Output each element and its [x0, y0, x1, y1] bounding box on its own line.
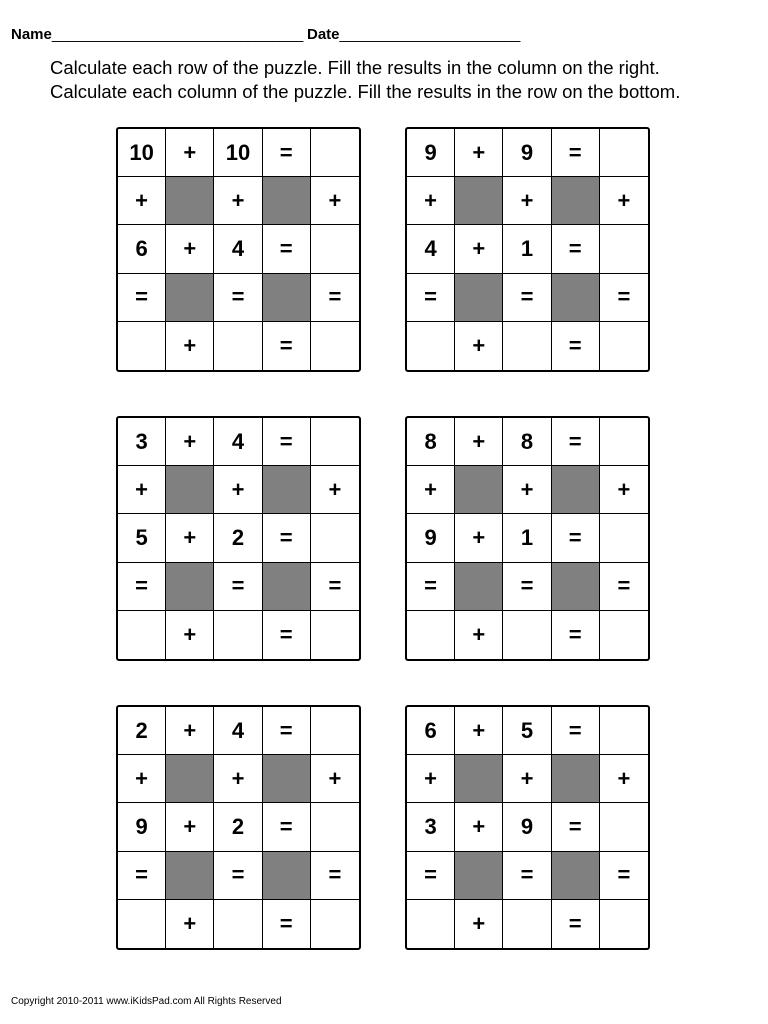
equals-sign: =: [214, 563, 262, 611]
equals-sign: =: [552, 707, 600, 755]
equals-sign: =: [214, 274, 262, 322]
equals-sign: =: [118, 852, 166, 900]
plus-sign: +: [455, 900, 503, 948]
equals-sign: =: [263, 611, 311, 659]
shaded-cell: [263, 274, 311, 322]
answer-cell[interactable]: [311, 514, 359, 562]
plus-sign: +: [311, 755, 359, 803]
puzzle-grid: [405, 416, 650, 661]
answer-cell[interactable]: [214, 611, 262, 659]
equals-sign: =: [407, 274, 455, 322]
shaded-cell: [455, 852, 503, 900]
equals-sign: =: [263, 129, 311, 177]
answer-cell[interactable]: [118, 900, 166, 948]
answer-cell[interactable]: [311, 611, 359, 659]
number-cell: 3: [118, 418, 166, 466]
number-cell: 8: [407, 418, 455, 466]
name-date-header: [11, 26, 520, 43]
equals-sign: =: [263, 900, 311, 948]
answer-cell[interactable]: [118, 322, 166, 370]
answer-cell[interactable]: [311, 707, 359, 755]
equals-sign: =: [118, 274, 166, 322]
instructions: Calculate each row of the puzzle. Fill the results in the column on the right. Calculate each column of the puzzle. Fill the results in the row on the bottom.: [50, 57, 681, 102]
equals-sign: =: [552, 803, 600, 851]
number-cell: 8: [503, 418, 551, 466]
shaded-cell: [552, 755, 600, 803]
answer-cell[interactable]: [600, 803, 648, 851]
plus-sign: +: [166, 129, 214, 177]
number-cell: 4: [214, 418, 262, 466]
shaded-cell: [263, 177, 311, 225]
answer-cell[interactable]: [311, 225, 359, 273]
equals-sign: =: [503, 852, 551, 900]
plus-sign: +: [407, 177, 455, 225]
number-cell: 9: [407, 129, 455, 177]
plus-sign: +: [118, 466, 166, 514]
plus-sign: +: [166, 803, 214, 851]
equals-sign: =: [311, 274, 359, 322]
equals-sign: =: [503, 563, 551, 611]
answer-cell[interactable]: [311, 129, 359, 177]
plus-sign: +: [503, 466, 551, 514]
number-cell: 5: [118, 514, 166, 562]
equals-sign: =: [600, 852, 648, 900]
answer-cell[interactable]: [407, 322, 455, 370]
puzzle-grid: [405, 127, 650, 372]
answer-cell[interactable]: [214, 322, 262, 370]
number-cell: 2: [214, 514, 262, 562]
puzzle-grid: [116, 127, 361, 372]
plus-sign: +: [455, 514, 503, 562]
number-cell: 5: [503, 707, 551, 755]
plus-sign: +: [118, 755, 166, 803]
plus-sign: +: [407, 755, 455, 803]
answer-cell[interactable]: [600, 514, 648, 562]
shaded-cell: [263, 852, 311, 900]
shaded-cell: [166, 755, 214, 803]
plus-sign: +: [214, 177, 262, 225]
plus-sign: +: [166, 900, 214, 948]
equals-sign: =: [552, 514, 600, 562]
answer-cell[interactable]: [503, 322, 551, 370]
number-cell: 1: [503, 225, 551, 273]
number-cell: 10: [118, 129, 166, 177]
shaded-cell: [166, 852, 214, 900]
plus-sign: +: [118, 177, 166, 225]
plus-sign: +: [455, 611, 503, 659]
number-cell: 4: [407, 225, 455, 273]
plus-sign: +: [311, 177, 359, 225]
date-label: Date: [306, 26, 340, 43]
shaded-cell: [455, 755, 503, 803]
shaded-cell: [166, 274, 214, 322]
shaded-cell: [263, 755, 311, 803]
answer-cell[interactable]: [118, 611, 166, 659]
shaded-cell: [552, 852, 600, 900]
date-line[interactable]: _______________________: [339, 26, 520, 43]
number-cell: 9: [118, 803, 166, 851]
plus-sign: +: [214, 755, 262, 803]
answer-cell[interactable]: [407, 900, 455, 948]
equals-sign: =: [263, 225, 311, 273]
number-cell: 9: [503, 803, 551, 851]
answer-cell[interactable]: [600, 707, 648, 755]
answer-cell[interactable]: [600, 900, 648, 948]
plus-sign: +: [455, 225, 503, 273]
answer-cell[interactable]: [311, 418, 359, 466]
answer-cell[interactable]: [600, 322, 648, 370]
plus-sign: +: [600, 755, 648, 803]
name-label: Name: [11, 26, 52, 43]
plus-sign: +: [600, 466, 648, 514]
plus-sign: +: [455, 322, 503, 370]
answer-cell[interactable]: [503, 611, 551, 659]
equals-sign: =: [552, 322, 600, 370]
shaded-cell: [166, 563, 214, 611]
name-line[interactable]: ________________________________: [51, 26, 303, 43]
equals-sign: =: [118, 563, 166, 611]
answer-cell[interactable]: [214, 900, 262, 948]
equals-sign: =: [552, 225, 600, 273]
answer-cell[interactable]: [503, 900, 551, 948]
equals-sign: =: [552, 418, 600, 466]
shaded-cell: [552, 563, 600, 611]
number-cell: 2: [214, 803, 262, 851]
plus-sign: +: [600, 177, 648, 225]
shaded-cell: [263, 466, 311, 514]
answer-cell[interactable]: [311, 900, 359, 948]
answer-cell[interactable]: [311, 322, 359, 370]
answer-cell[interactable]: [600, 129, 648, 177]
plus-sign: +: [455, 707, 503, 755]
plus-sign: +: [214, 466, 262, 514]
answer-cell[interactable]: [311, 803, 359, 851]
equals-sign: =: [600, 563, 648, 611]
number-cell: 2: [118, 707, 166, 755]
number-cell: 1: [503, 514, 551, 562]
puzzle-grid: [116, 416, 361, 661]
number-cell: 6: [407, 707, 455, 755]
shaded-cell: [455, 563, 503, 611]
equals-sign: =: [552, 611, 600, 659]
number-cell: 4: [214, 225, 262, 273]
plus-sign: +: [166, 322, 214, 370]
number-cell: 6: [118, 225, 166, 273]
equals-sign: =: [503, 274, 551, 322]
equals-sign: =: [311, 852, 359, 900]
equals-sign: =: [214, 852, 262, 900]
shaded-cell: [166, 466, 214, 514]
answer-cell[interactable]: [600, 611, 648, 659]
plus-sign: +: [311, 466, 359, 514]
shaded-cell: [263, 563, 311, 611]
equals-sign: =: [263, 803, 311, 851]
puzzle-grid: [405, 705, 650, 950]
number-cell: 9: [407, 514, 455, 562]
equals-sign: =: [407, 852, 455, 900]
plus-sign: +: [503, 755, 551, 803]
plus-sign: +: [503, 177, 551, 225]
equals-sign: =: [600, 274, 648, 322]
equals-sign: =: [263, 514, 311, 562]
plus-sign: +: [455, 803, 503, 851]
number-cell: 10: [214, 129, 262, 177]
copyright: Copyright 2010-2011 www.iKidsPad.com All Rights Reserved: [11, 996, 282, 1007]
plus-sign: +: [166, 707, 214, 755]
shaded-cell: [552, 177, 600, 225]
equals-sign: =: [263, 322, 311, 370]
plus-sign: +: [455, 129, 503, 177]
answer-cell[interactable]: [600, 418, 648, 466]
puzzle-grid: [116, 705, 361, 950]
equals-sign: =: [552, 900, 600, 948]
shaded-cell: [455, 274, 503, 322]
answer-cell[interactable]: [407, 611, 455, 659]
equals-sign: =: [263, 707, 311, 755]
plus-sign: +: [166, 418, 214, 466]
shaded-cell: [166, 177, 214, 225]
equals-sign: =: [407, 563, 455, 611]
shaded-cell: [552, 466, 600, 514]
equals-sign: =: [552, 129, 600, 177]
plus-sign: +: [166, 225, 214, 273]
plus-sign: +: [455, 418, 503, 466]
shaded-cell: [455, 466, 503, 514]
shaded-cell: [455, 177, 503, 225]
equals-sign: =: [263, 418, 311, 466]
equals-sign: =: [311, 563, 359, 611]
number-cell: 4: [214, 707, 262, 755]
plus-sign: +: [166, 514, 214, 562]
plus-sign: +: [407, 466, 455, 514]
shaded-cell: [552, 274, 600, 322]
number-cell: 3: [407, 803, 455, 851]
number-cell: 9: [503, 129, 551, 177]
answer-cell[interactable]: [600, 225, 648, 273]
plus-sign: +: [166, 611, 214, 659]
